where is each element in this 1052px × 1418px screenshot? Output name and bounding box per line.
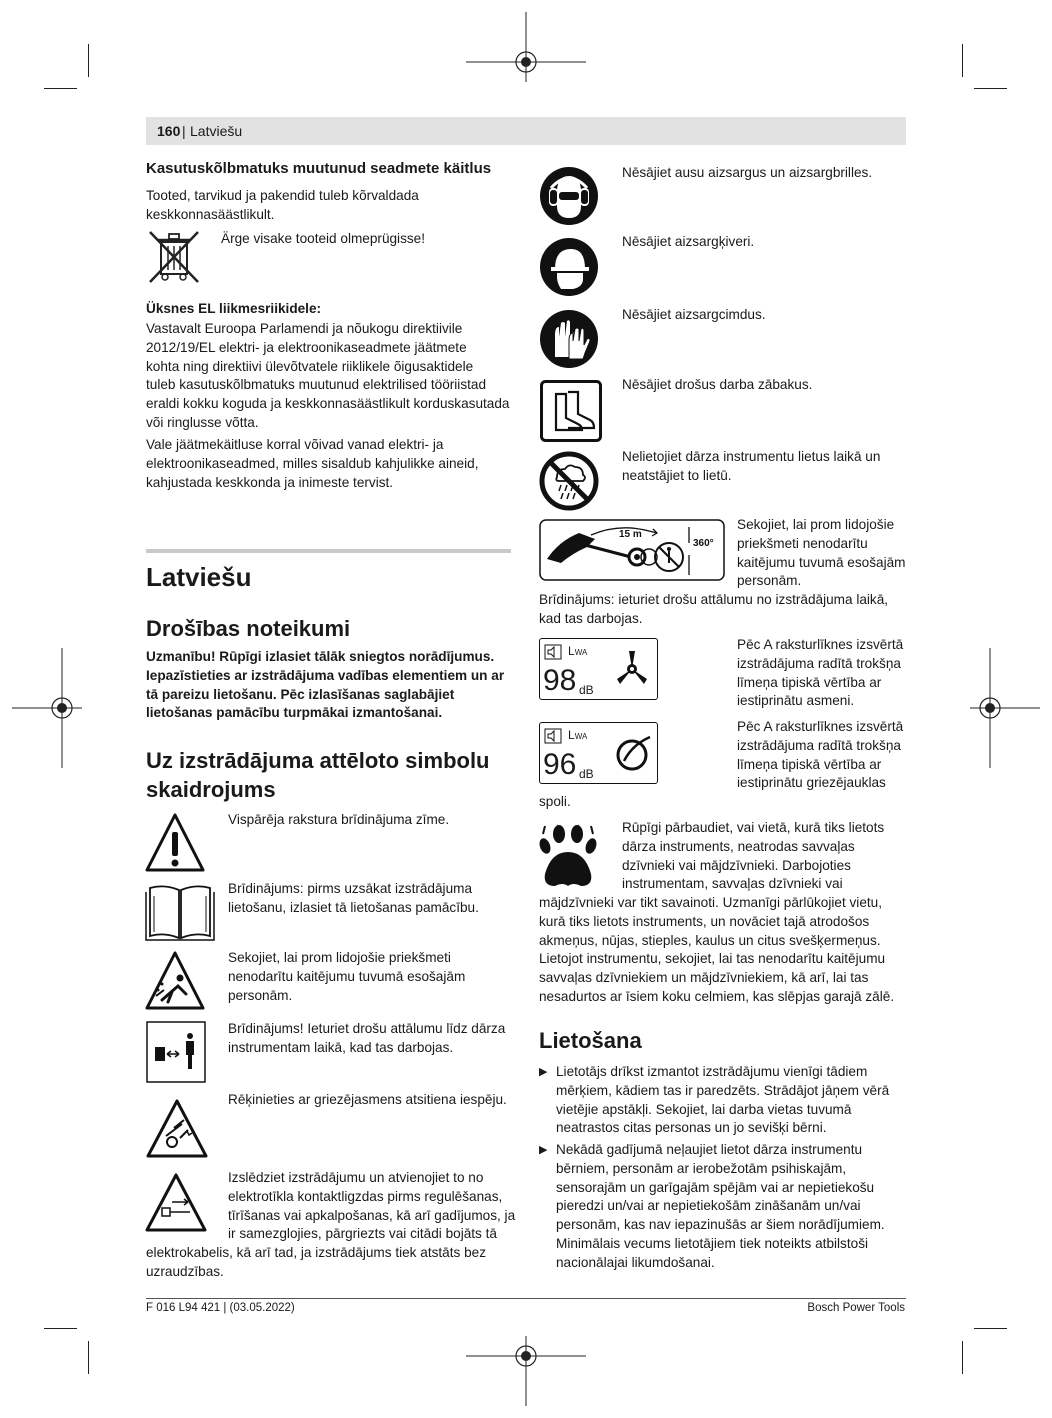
registration-mark-icon: [466, 12, 586, 82]
paw-print-icon: [537, 824, 599, 890]
safe-distance-icon: [146, 1021, 206, 1083]
r1-text: Nēsājiet ausu aizsargus un aizsargbrilles.: [622, 165, 873, 180]
symbols-title: Uz izstrādājuma attēloto simbolu skaidrojums: [146, 748, 490, 802]
section-divider: [146, 549, 511, 553]
safety-title: Drošības noteikumi: [146, 616, 351, 641]
wildlife-text: Rūpīgi pārbaudiet, vai vietā, kurā tiks lietots dārza instruments, neatrodas savvaļas dzīvnieki vai mājdzīvnieki. Darbojoties instrumentam, savvaļas dzīvnieki vai: [622, 820, 885, 892]
r6-note: Brīdinājums: ieturiet drošu attālumu no izstrādājuma laikā, kad tas darbojas.: [539, 592, 889, 626]
bullet-item: ▶ Nekādā gadījumā neļaujiet lietot dārza instrumentu bērniem, personām ar ierobežotām psihiskajām, sensorajām un garīgajām spējām vai ar nepietiekošu pieredzi un/vai ar nepietiekošām zināšanām un/vai personām, kas nav iepazinušās ar šiem norādījumiem. Minimālais vecums lietotājiem tiek noteikts atbilstoši nacionālajai likumdošanai.: [539, 1142, 885, 1270]
sym5-text: Rēķinieties ar griezējasmens atsitiena iespēju.: [228, 1092, 507, 1107]
footer-rule: [146, 1298, 906, 1299]
warning-triangle-icon: [144, 812, 206, 874]
open-manual-icon: [144, 882, 216, 942]
noise-value-blade: 98: [543, 664, 577, 697]
noise-label-spool: [539, 722, 658, 784]
blade-icon: [610, 647, 654, 691]
no-rain-icon: [539, 451, 599, 511]
line-spool-icon: [610, 731, 654, 775]
ear-eye-protection-icon: [539, 166, 599, 226]
r3-text: Nēsājiet aizsargcimdus.: [622, 307, 766, 322]
header-language: Latviešu: [190, 123, 243, 139]
db-unit: dB: [579, 683, 594, 697]
r6-text: Sekojiet, lai prom lidojošie priekšmeti nenodarītu kaitējumu tuvumā esošajām personām.: [737, 517, 906, 589]
footer-doc-id: F 016 L94 421 | (03.05.2022): [146, 1302, 295, 1314]
eu-text: Vastavalt Euroopa Parlamendi ja nõukogu direktiivile 2012/19/EL elektri- ja elektroonikaseadmete jäätmete kohta ning direktiivi ülevõtvatele riiklikele õigusaktidele tuleb kasutuskõlbmatuks muutunud elektrilised tööriistad eraldi kokku koguda ja keskkonnasäästlikult korduskasutada või ringlusse võtta.: [146, 321, 510, 430]
sound-icon: [544, 728, 562, 744]
sym6-text: Izslēdziet izstrādājumu un atvienojiet to no elektrotīkla kontaktligzdas pirms regulēšanas, tīrīšanas vai apkalpošanas, kā arī gadījumos, ja ir samezglojies, pārgriezts vai citādi bojāts tā: [228, 1170, 516, 1242]
sym1-text: Vispārēja rakstura brīdinājuma zīme.: [228, 812, 450, 827]
crossed-bin-icon: [146, 228, 202, 286]
registration-mark-icon: [12, 648, 82, 768]
helmet-icon: [539, 237, 599, 297]
bystander-distance-icon: [539, 519, 725, 581]
crop-mark: [44, 88, 77, 89]
sym3-text: Sekojiet, lai prom lidojošie priekšmeti nenodarītu kaitējumu tuvumā esošajām personām.: [228, 950, 466, 1003]
noise2-text: Pēc A raksturlīknes izsvērtā izstrādājuma radītā trokšņa līmeņa tipiskā vērtība ar iestiprinātu griezējauklas: [737, 719, 904, 791]
crop-mark: [974, 1328, 1007, 1329]
sym2-text: Brīdinājums: pirms uzsākat izstrādājuma lietošanu, izlasiet tā lietošanas pamācību.: [228, 881, 479, 915]
crop-mark: [44, 1328, 77, 1329]
eu-title: Üksnes EL liikmesriikidele:: [146, 301, 322, 316]
page-number: 160: [157, 123, 181, 139]
angle-label: 360°: [693, 538, 714, 549]
sym4-text: Brīdinājums! Ieturiet drošu attālumu līdz dārza instrumentam laikā, kad tas darbojas.: [228, 1021, 506, 1055]
noise2-text-continued: spoli.: [539, 794, 571, 809]
r2-text: Nēsājiet aizsargķiveri.: [622, 234, 755, 249]
gloves-icon: [539, 309, 599, 369]
kickback-warning-icon: [144, 1098, 210, 1160]
noise-label-blade: [539, 638, 658, 700]
crop-mark: [962, 44, 963, 77]
language-title: Latviešu: [146, 562, 252, 592]
bin-text: Ärge visake tooteid olmeprügisse!: [221, 231, 426, 246]
header-separator: |: [182, 123, 186, 139]
disposal-text: Tooted, tarvikud ja pakendid tuleb kõrvaldada keskkonnasäästlikult.: [146, 188, 419, 222]
lwa-label: LWA: [568, 728, 588, 742]
r4-text: Nēsājiet drošus darba zābakus.: [622, 377, 813, 392]
bullet-item: ▶ Lietotājs drīkst izmantot izstrādājumu vienīgi tādiem mērķiem, kādiem tas ir paredzēts. Strādājot jāņem vērā vietējie apstākļi. Sekojiet, lai darba vietas tuvumā neatrastos citas personas un jo sevišķi bērni.: [539, 1064, 890, 1136]
eu-text-2: Vale jäätmekäitluse korral võivad vanad elektri- ja elektroonikaseadmed, milles sisaldub kahjulikke aineid, kahjustada keskkonda ja inimeste tervist.: [146, 437, 479, 490]
registration-mark-icon: [466, 1336, 586, 1406]
crop-mark: [974, 88, 1007, 89]
registration-mark-icon: [970, 648, 1040, 768]
crop-mark: [88, 44, 89, 77]
sound-icon: [544, 644, 562, 660]
page-header: [146, 117, 906, 145]
use-title: Lietošana: [539, 1028, 642, 1053]
r5-text: Nelietojiet dārza instrumentu lietus laikā un neatstājiet to lietū.: [622, 449, 881, 483]
flying-objects-warning-icon: [144, 950, 206, 1012]
noise-value-spool: 96: [543, 748, 577, 781]
crop-mark: [962, 1341, 963, 1374]
footer-brand: Bosch Power Tools: [807, 1302, 905, 1314]
safety-warning: Uzmanību! Rūpīgi izlasiet tālāk sniegtos norādījumus. Iepazīstieties ar izstrādājuma vadības elementiem un ar tā pareizu lietošanu. Pēc izlasīšanas saglabājiet lietošanas pamācību turpmākai izmantošanai.: [146, 649, 505, 721]
bullet-marker-icon: ▶: [539, 1066, 548, 1078]
bullet-marker-icon: ▶: [539, 1144, 548, 1156]
db-unit: dB: [579, 767, 594, 781]
wildlife-text-continued: mājdzīvnieki var tikt savainoti. Uzmanīgi pārlūkojiet vietu, kurā tiks lietots instruments, un novāciet tajā atrodošos akmeņus, nūjas, stieples, kaulus un citus svešķermeņus. Lietojot instrumentu, sekojiet, lai tas nenodarītu kaitējumu savvaļas dzīvniekiem un mājdzīvniekiem, kā arī, lai tas nesadurtos ar īsiem koku celmiem, kas slēpjas garajā zālē.: [539, 895, 895, 1004]
safety-boots-icon: [540, 380, 602, 442]
noise1-text: Pēc A raksturlīknes izsvērtā izstrādājuma radītā trokšņa līmeņa tipiskā vērtība ar iestiprinātu asmeni.: [737, 637, 904, 709]
unplug-warning-icon: [144, 1172, 208, 1232]
disposal-title: Kasutuskõlbmatuks muutunud seadmete käitlus: [146, 160, 492, 177]
crop-mark: [88, 1341, 89, 1374]
distance-label: 15 m: [619, 529, 642, 540]
lwa-label: LWA: [568, 644, 588, 658]
sym6-text-continued: elektrokabelis, kā arī tad, ja izstrādājums tiek atstāts bez uzraudzības.: [146, 1245, 486, 1279]
